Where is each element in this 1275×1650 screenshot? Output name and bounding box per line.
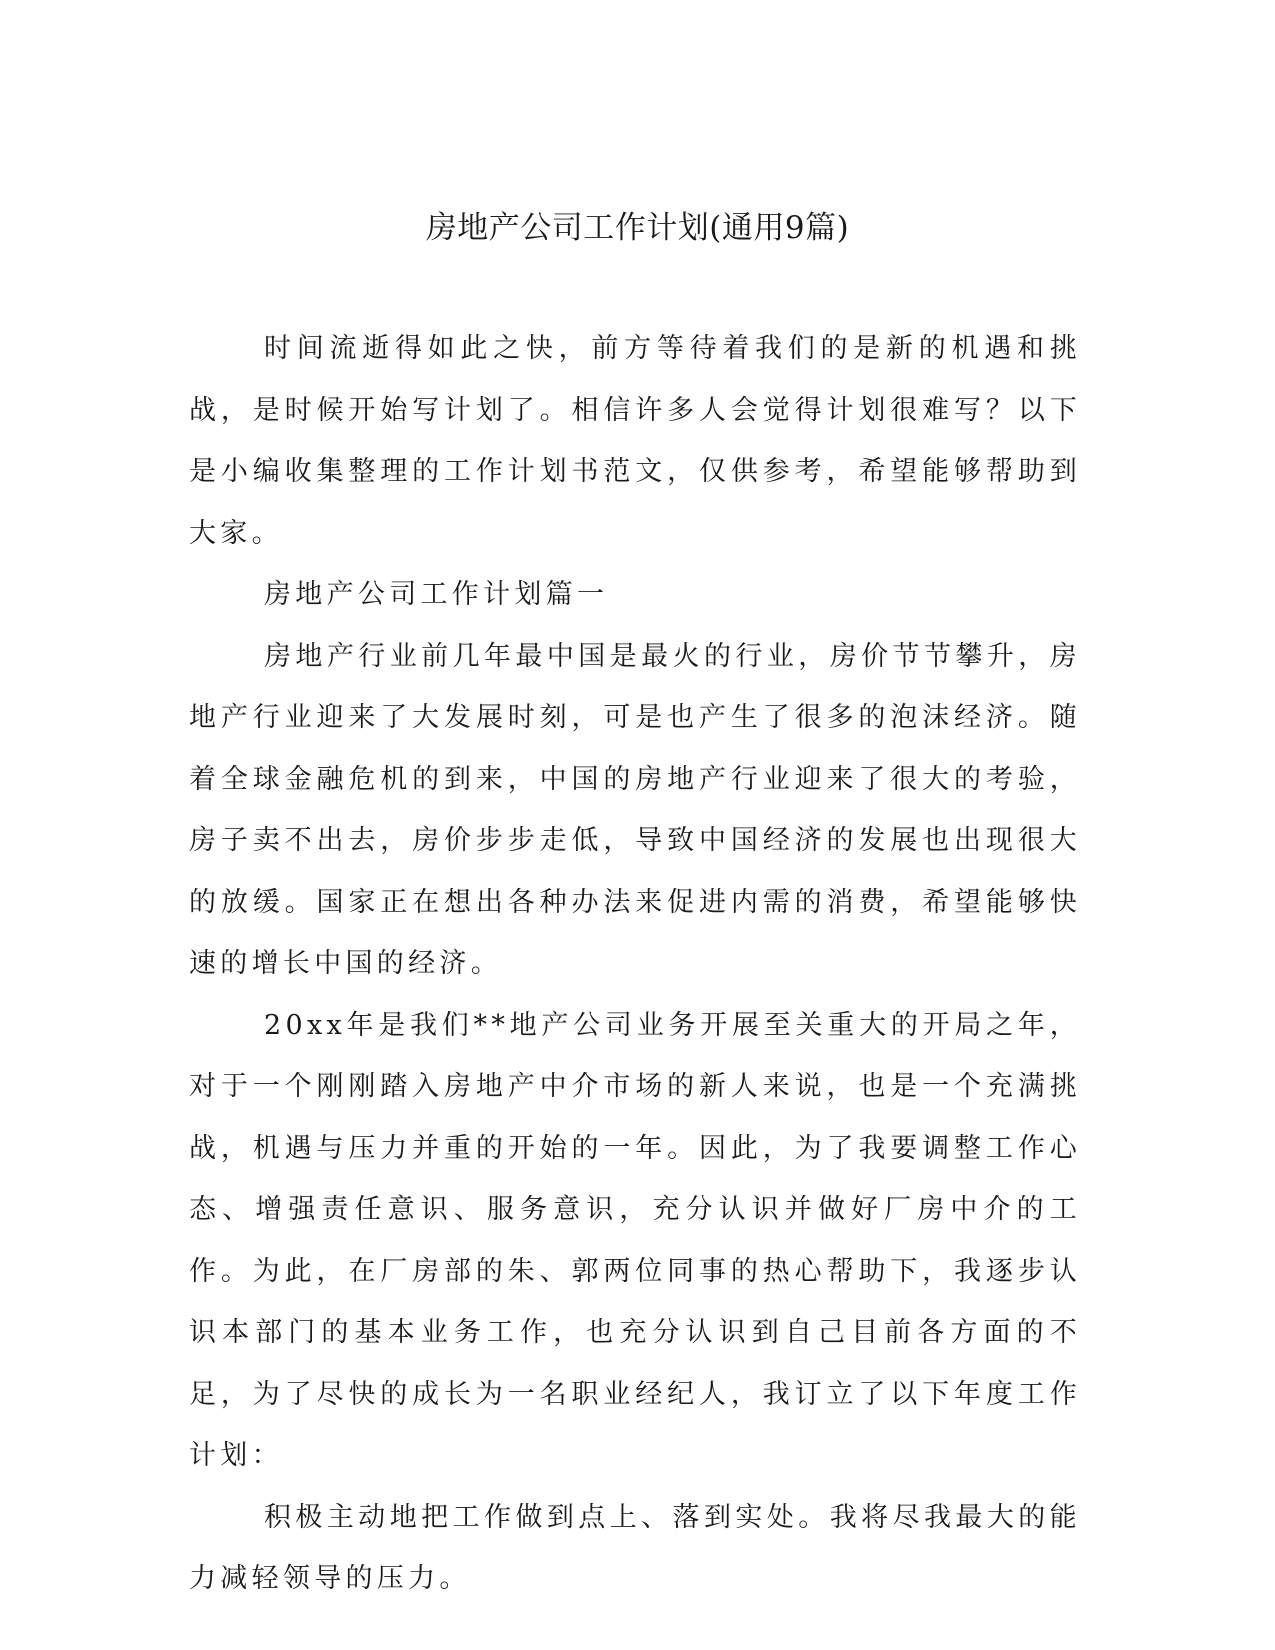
document-body [189, 318, 1081, 1610]
paragraph-annual-plan: 20xx年是我们**地产公司业务开展至关重大的开局之年，对于一个刚刚踏入房地产中介市场的新人来说，也是一个充满挑战，机遇与压力并重的开始的一年。因此，为了我要调整工作心态、增强责任意识、服务意识，充分认识并做好厂房中介的工作。为此，在厂房部的朱、郭两位同事的热心帮助下，我逐步认识本部门的基本业务工作，也充分认识到自己目前各方面的不足，为了尽快的成长为一名职业经纪人，我订立了以下年度工作计划： [189, 1009, 1081, 1471]
paragraph-intro: 时间流逝得如此之快，前方等待着我们的是新的机遇和挑战，是时候开始写计划了。相信许多人会觉得计划很难写？以下是小编收集整理的工作计划书范文，仅供参考，希望能够帮助到大家。 [189, 333, 1081, 549]
paragraph-industry-overview: 房地产行业前几年最中国是最火的行业，房价节节攀升，房地产行业迎来了大发展时刻，可是也产生了很多的泡沫经济。随着全球金融危机的到来，中国的房地产行业迎来了很大的考验，房子卖不出去，房价步步走低，导致中国经济的发展也出现很大的放缓。国家正在想出各种办法来促进内需的消费，希望能够快速的增长中国的经济。 [189, 640, 1081, 979]
document-title: 房地产公司工作计划(通用9篇) [425, 210, 850, 246]
section-heading-part-one: 房地产公司工作计划篇一 [264, 579, 609, 610]
paragraph-commitment: 积极主动地把工作做到点上、落到实处。我将尽我最大的能力减轻领导的压力。 [189, 1501, 1081, 1594]
